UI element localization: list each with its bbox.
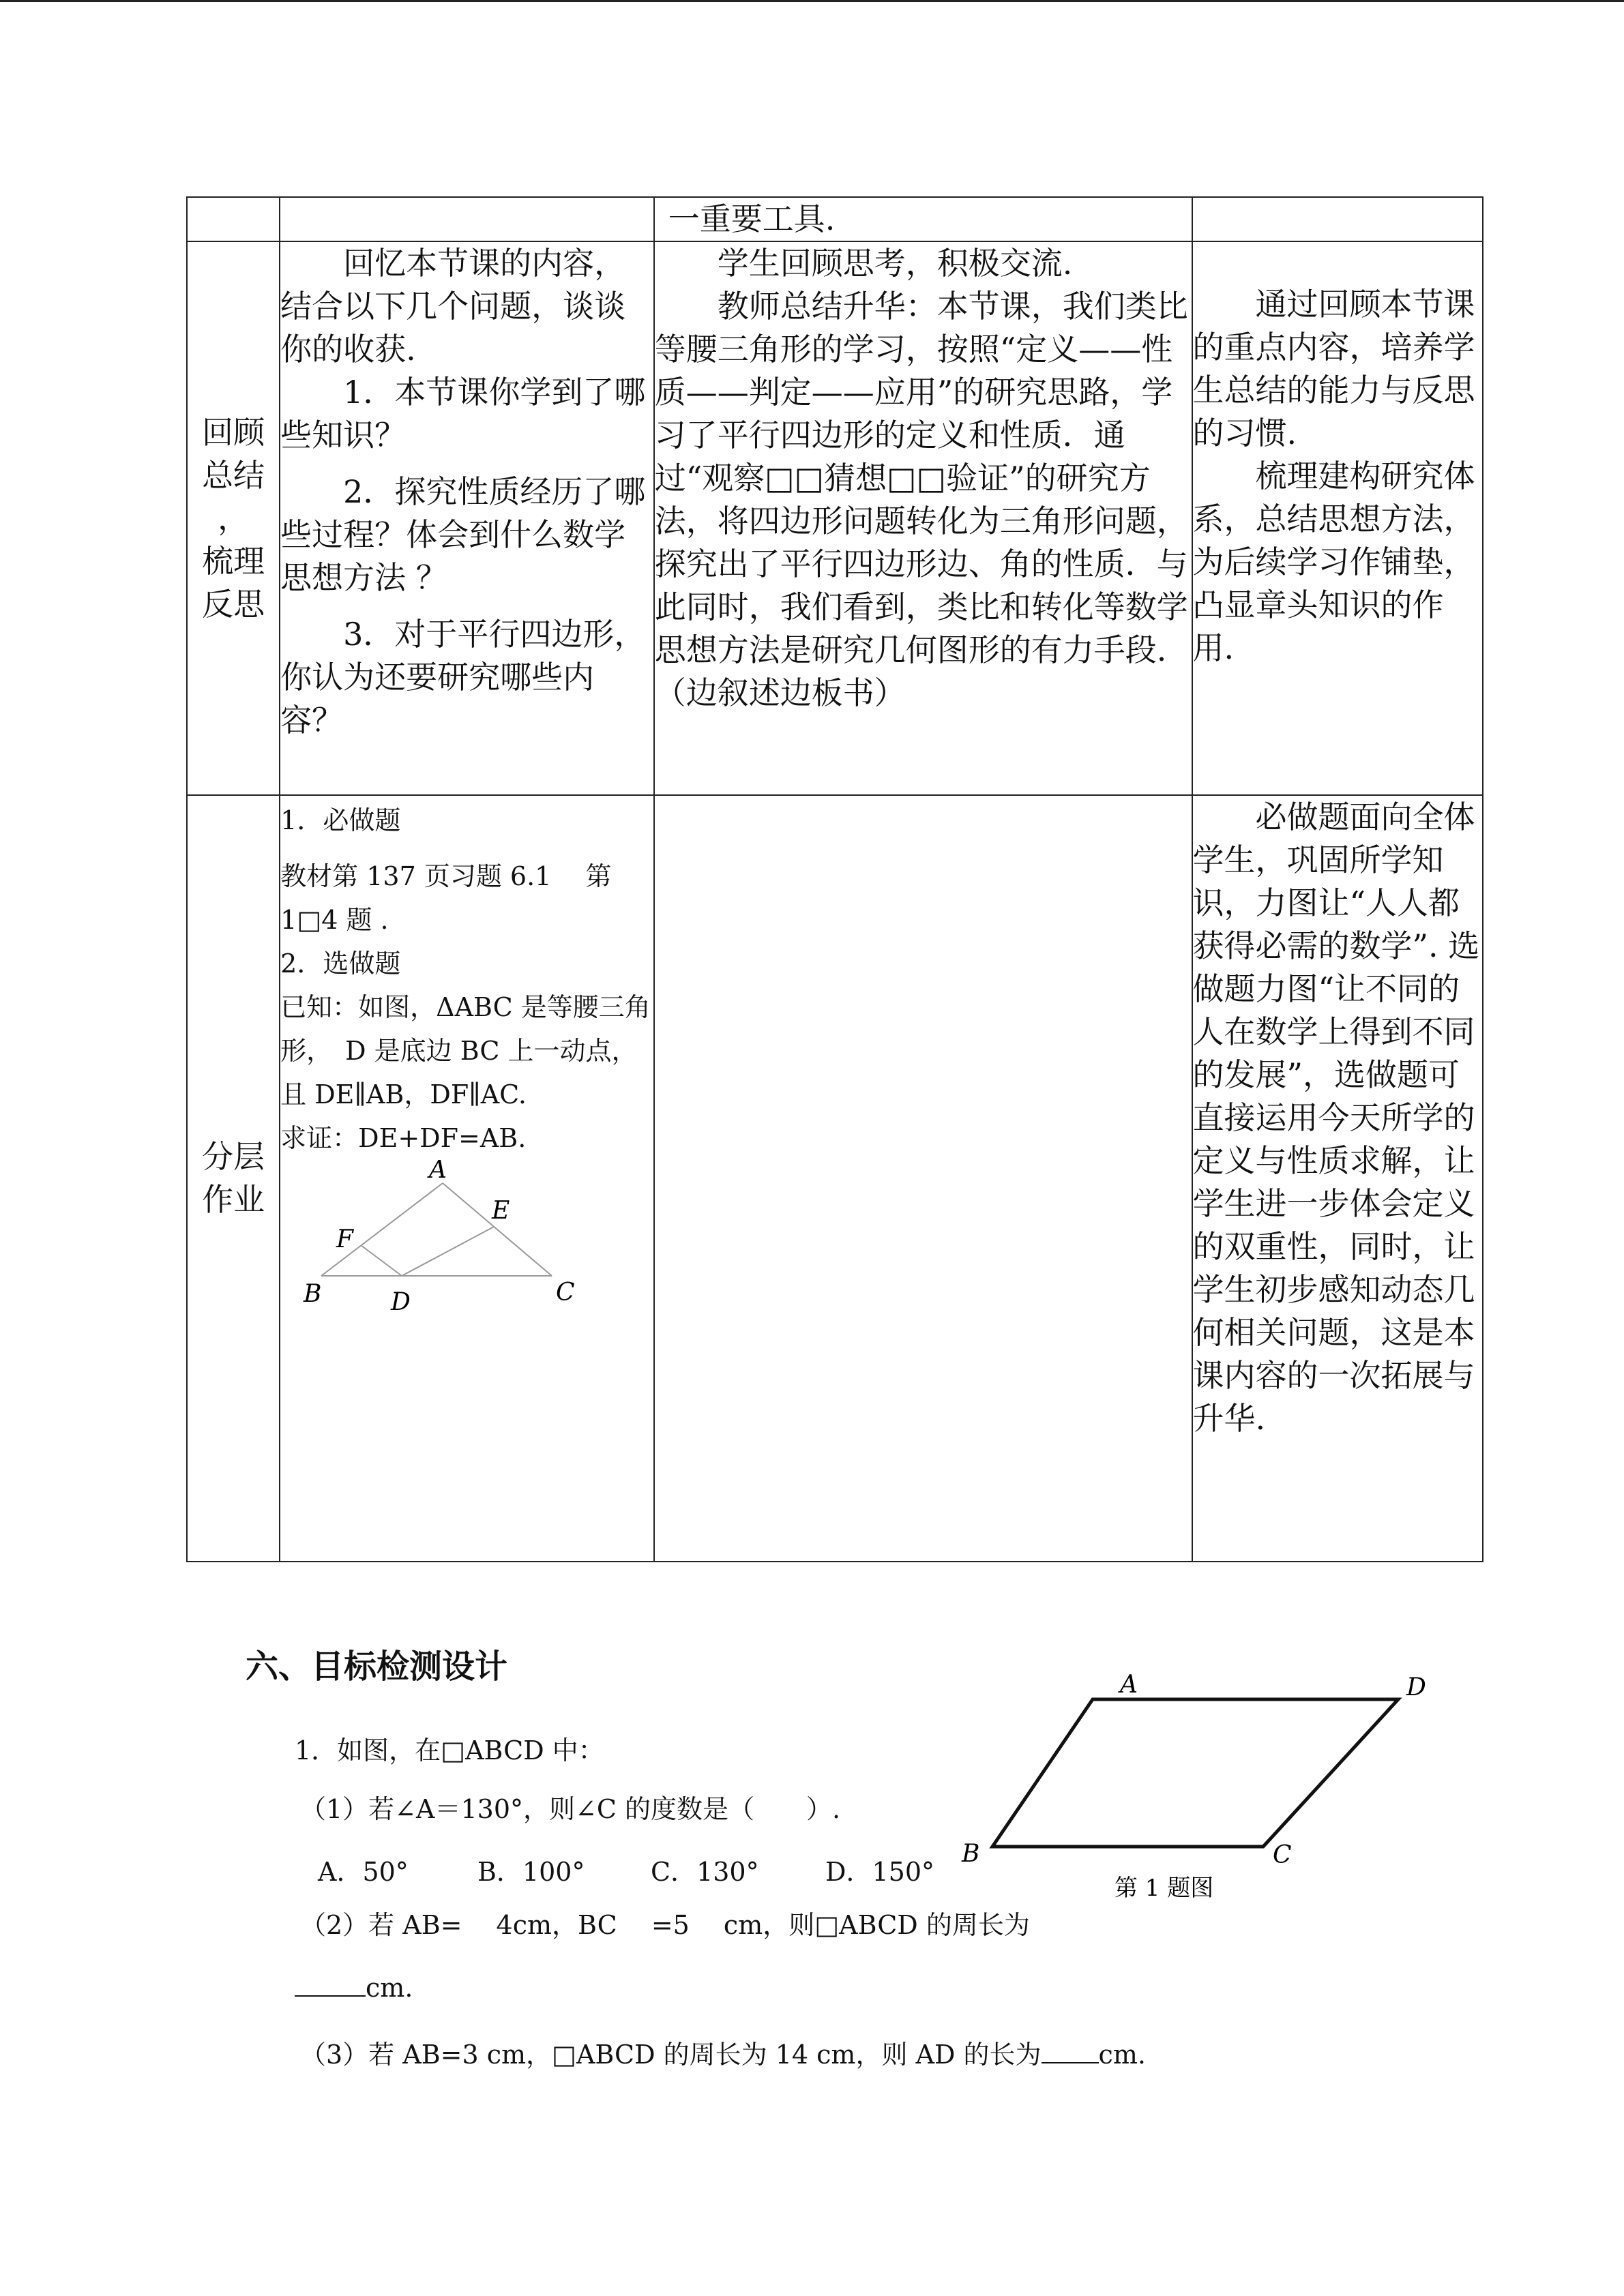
- homework-student-activity: [654, 795, 1192, 1562]
- fig-label-d: D: [391, 1288, 411, 1316]
- table-row: [187, 197, 1483, 241]
- fig-label-f: F: [336, 1225, 354, 1253]
- homework-content: 1．必做题 教材第 137 页习题 6.1 第 1□4 题 . 2．选做题 已知：如图，ΔABC 是等腰三角形， D 是底边 BC 上一动点，且 DE∥AB，DF∥AC. 求证：DE+DF=AB. A B C D E F: [280, 795, 654, 1562]
- fig1-label-d: D: [1406, 1673, 1426, 1701]
- answer-blank[interactable]: [1042, 2039, 1099, 2063]
- choice-b: B．100°: [477, 1857, 585, 1887]
- answer-blank[interactable]: [295, 1972, 366, 1997]
- question-1: 1．如图，在□ABCD 中：: [295, 1735, 604, 1765]
- choice-c: C．130°: [651, 1857, 759, 1887]
- choice-d: D．150°: [825, 1857, 934, 1887]
- stage-homework: 分层 作业: [187, 795, 280, 1562]
- lesson-table: [186, 196, 1483, 1562]
- fig-label-b: B: [304, 1280, 322, 1308]
- fig-label-e: E: [492, 1197, 510, 1225]
- fig1-caption: 第 1 题图: [1114, 1875, 1214, 1902]
- table-row-homework: [187, 795, 1483, 1562]
- choice-a: A．50°: [318, 1857, 409, 1887]
- page-top-border: [0, 0, 1624, 2]
- triangle-figure: [280, 1160, 635, 1337]
- review-teacher-activity: 回忆本节课的内容，结合以下几个问题，谈谈你的收获. 1．本节课你学到了哪些知识？ 2．探究性质经历了哪些过程？体会到什么数学思想方法 ？ 3．对于平行四边形，你认为还要研究哪些内容？: [280, 241, 654, 795]
- question-1-3: （3）若 AB=3 cm，□ABCD 的周长为 14 cm，则 AD 的长为 cm.: [300, 2040, 1146, 2070]
- review-student-activity: 学生回顾思考，积极交流. 教师总结升华：本节课，我们类比等腰三角形的学习，按照“定义——性质——判定——应用”的研究思路，学习了平行四边形的定义和性质．通过“观察□□猜想□□验证”的研究方法，将四边形问题转化为三角形问题，探究出了平行四边形边、角的性质．与此同时，我们看到，类比和转化等数学思想方法是研究几何图形的有力手段.（边叙述边板书）: [654, 241, 1192, 795]
- fig1-label-a: A: [1120, 1671, 1138, 1699]
- fig-label-c: C: [556, 1279, 575, 1307]
- parallelogram-figure: [948, 1657, 1466, 1909]
- fig1-label-b: B: [962, 1840, 980, 1868]
- question-1-2-answer: cm.: [295, 1972, 413, 2003]
- stage-review: 回顾 总结 ， 梳理 反思: [187, 241, 280, 795]
- fig1-label-c: C: [1273, 1841, 1292, 1869]
- table-row-review: [187, 241, 1483, 795]
- fig-label-a: A: [429, 1160, 447, 1184]
- question-1-2: （2）若 AB= 4cm，BC =5 cm，则□ABCD 的周长为: [300, 1910, 1030, 1940]
- section-title: 六、目标检测设计: [246, 1648, 508, 1686]
- question-1-1: （1）若∠A＝130°，则∠C 的度数是（ ）.: [300, 1794, 841, 1824]
- method-continuation: 一重要工具.: [654, 197, 1192, 241]
- review-intent: 通过回顾本节课的重点内容，培养学生总结的能力与反思的习惯. 梳理建构研究体系，总结思想方法，为后续学习作铺垫，凸显章头知识的作用.: [1192, 241, 1483, 795]
- homework-intent: 必做题面向全体学生，巩固所学知识，力图让“人人都获得必需的数学”. 选做题力图“让不同的人在数学上得到不同的发展”，选做题可直接运用今天所学的定义与性质求解，让学生进一步体会定义的双重性，同时，让学生初步感知动态几何相关问题，这是本课内容的一次拓展与升华.: [1192, 795, 1483, 1562]
